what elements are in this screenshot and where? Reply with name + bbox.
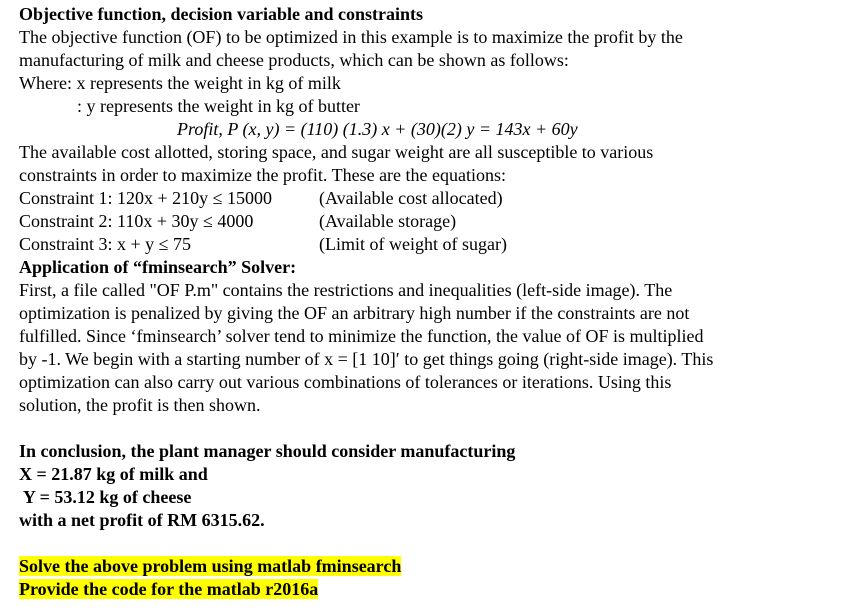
constraint-eq: Constraint 2: 110x + 30y ≤ 4000 (19, 211, 254, 231)
constraint-eq: Constraint 3: x + y ≤ 75 (19, 234, 192, 254)
application-line: optimization can also carry out various combinations of tolerances or iterations. Using this (19, 372, 672, 392)
application-line: fulfilled. Since ‘fminsearch’ solver tend to minimize the function, the value of OF is multiplied (19, 326, 704, 346)
task-line: Provide the code for the matlab r2016a (19, 579, 319, 599)
where-x: Where: x represents the weight in kg of milk (19, 73, 341, 93)
application-line: by -1. We begin with a starting number of x = [1 10]′ to get things going (right-side image). This (19, 349, 714, 369)
constraint-2 (19, 210, 819, 233)
intro-line: manufacturing of milk and cheese products, which can be shown as follows: (19, 50, 569, 70)
constraints-intro: The available cost allotted, storing space, and sugar weight are all susceptible to various (19, 142, 654, 162)
constraint-desc: (Limit of weight of sugar) (319, 234, 507, 254)
constraint-desc: (Available cost allocated) (319, 188, 503, 208)
conclusion-y: Y = 53.12 kg of cheese (19, 487, 192, 507)
where-y: : y represents the weight in kg of butter (77, 96, 360, 116)
constraint-1 (19, 187, 819, 210)
profit-equation: Profit, P (x, y) = (110) (1.3) x + (30)(2) y = 143x + 60y (177, 119, 578, 139)
conclusion-line: In conclusion, the plant manager should consider manufacturing (19, 441, 516, 461)
conclusion-profit: with a net profit of RM 6315.62. (19, 510, 265, 530)
constraint-desc: (Available storage) (319, 211, 457, 231)
intro-line: The objective function (OF) to be optimized in this example is to maximize the profit by the (19, 27, 683, 47)
constraint-3 (19, 233, 819, 256)
document-body (19, 3, 819, 601)
application-line: First, a file called "OF P.m" contains the restrictions and inequalities (left-side image). The (19, 280, 673, 300)
task-line: Solve the above problem using matlab fminsearch (19, 556, 402, 576)
conclusion-x: X = 21.87 kg of milk and (19, 464, 208, 484)
constraint-eq: Constraint 1: 120x + 210y ≤ 15000 (19, 188, 273, 208)
application-line: optimization is penalized by giving the OF an arbitrary high number if the constraints are not (19, 303, 690, 323)
section-heading: Objective function, decision variable and constraints (19, 4, 423, 24)
application-heading: Application of “fminsearch” Solver: (19, 257, 297, 277)
constraints-intro: constraints in order to maximize the profit. These are the equations: (19, 165, 507, 185)
application-line: solution, the profit is then shown. (19, 395, 261, 415)
